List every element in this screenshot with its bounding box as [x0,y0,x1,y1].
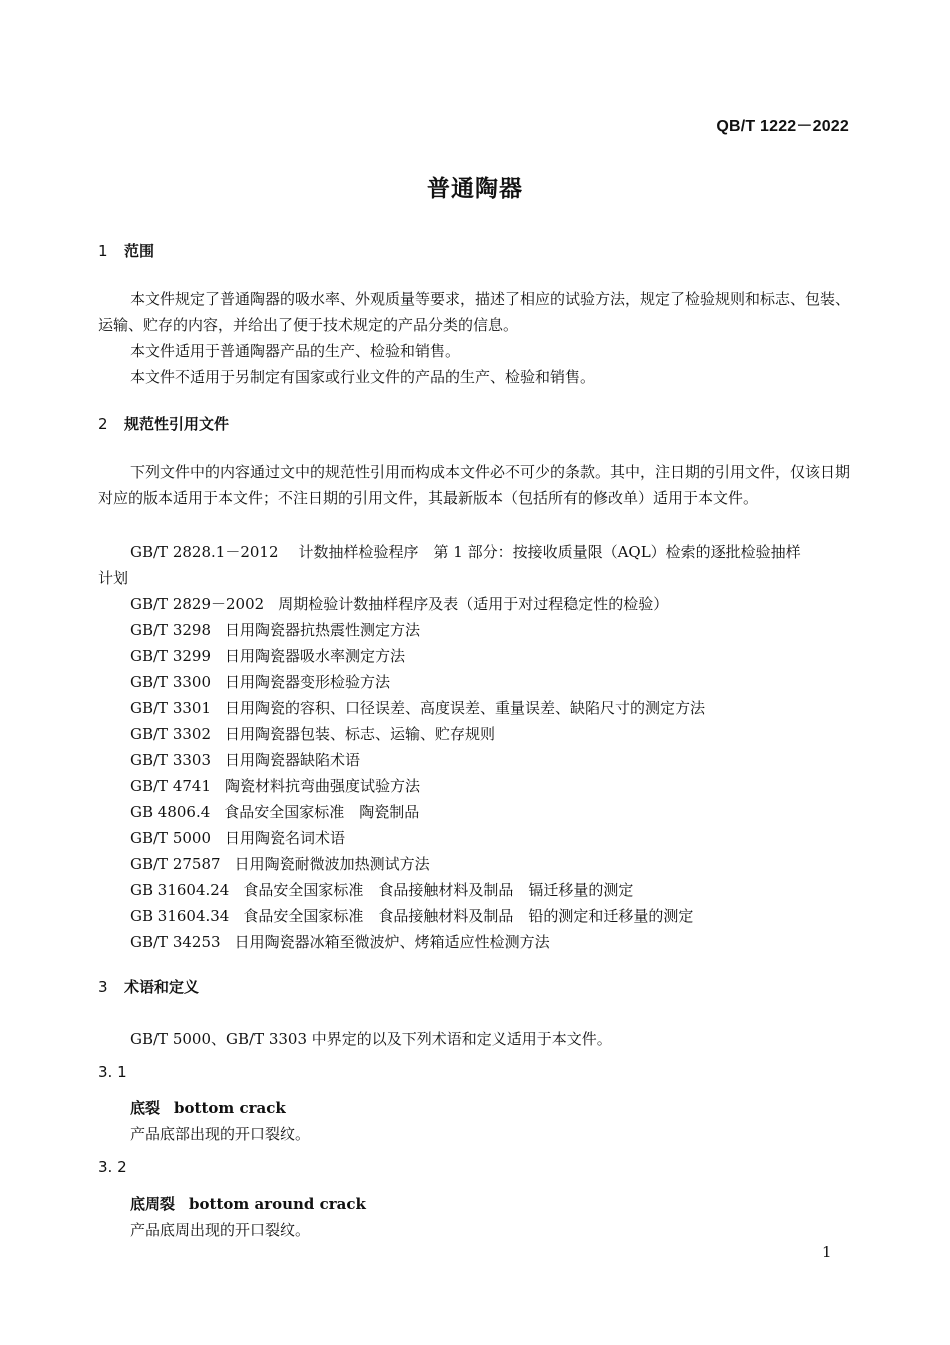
page-number: 1 [822,1243,832,1261]
document-title: 普通陶器 [427,176,523,202]
reference-item [130,541,801,562]
reference-item [130,619,420,640]
section-heading-terms [98,976,199,997]
section-heading-scope [98,240,154,261]
section-heading-normative-references [98,413,229,434]
reference-title: 日用陶瓷名词术语 [225,829,346,847]
reference-item [130,801,419,822]
reference-title: 食品安全国家标准 食品接触材料及制品 镉迁移量的测定 [243,881,634,899]
term-definition: 产品底部出现的开口裂纹。 [130,1125,311,1143]
terms-intro-paragraph: GB/T 5000、GB/T 3303 中界定的以及下列术语和定义适用于本文件。 [130,1030,612,1048]
standard-code: QB/T 1222－2022 [716,118,849,135]
reference-title: 日用陶瓷器抗热震性测定方法 [225,621,421,639]
term-number: 3. 2 [98,1158,127,1176]
reference-code: GB/T 34253 [130,933,221,951]
reference-code: GB 31604.24 [130,881,230,899]
term-name-en: bottom around crack [189,1195,366,1213]
reference-code: GB/T 3301 [130,699,212,717]
term-name [130,1097,286,1118]
reference-code: GB/T 3303 [130,751,212,769]
reference-code: GB 31604.34 [130,907,230,925]
section-title: 术语和定义 [124,978,200,996]
scope-paragraph-3: 本文件不适用于另制定有国家或行业文件的产品的生产、检验和销售。 [130,368,596,386]
reference-code: GB/T 3299 [130,647,212,665]
term-number: 3. 1 [98,1063,127,1081]
reference-title: 日用陶瓷器吸水率测定方法 [225,647,406,665]
reference-title: 日用陶瓷的容积、口径误差、高度误差、重量误差、缺陷尺寸的测定方法 [225,699,706,717]
reference-item [130,879,633,900]
reference-title: 计数抽样检验程序 第 1 部分：按接收质量限（AQL）检索的逐批检验抽样 [298,543,801,561]
reference-item [130,697,705,718]
section-title: 范围 [124,242,155,260]
reference-title: 食品安全国家标准 食品接触材料及制品 铅的测定和迁移量的测定 [243,907,694,925]
reference-title: 陶瓷材料抗弯曲强度试验方法 [225,777,421,795]
reference-code: GB 4806.4 [130,803,211,821]
scope-paragraph-1: 本文件规定了普通陶器的吸水率、外观质量等要求，描述了相应的试验方法，规定了检验规则和标志、包装、运输、贮存的内容，并给出了便于技术规定的产品分类的信息。 [98,290,851,334]
reference-item [130,853,430,874]
scope-paragraph-2: 本文件适用于普通陶器产品的生产、检验和销售。 [130,342,461,360]
reference-title: 日用陶瓷器包装、标志、运输、贮存规则 [225,725,496,743]
reference-title: 食品安全国家标准 陶瓷制品 [224,803,420,821]
reference-item [130,905,693,926]
term-name-zh: 底裂 [130,1099,161,1117]
reference-item [130,723,495,744]
reference-title: 日用陶瓷器冰箱至微波炉、烤箱适应性检测方法 [234,933,550,951]
reference-code: GB/T 5000 [130,829,212,847]
reference-item [130,931,550,952]
reference-code: GB/T 3300 [130,673,212,691]
reference-code: GB/T 2828.1－2012 [130,543,279,561]
reference-title: 日用陶瓷器缺陷术语 [225,751,361,769]
reference-code: GB/T 27587 [130,855,221,873]
section-title: 规范性引用文件 [124,415,230,433]
term-name-zh: 底周裂 [130,1195,176,1213]
reference-code: GB/T 3302 [130,725,212,743]
reference-item [130,749,360,770]
section-number: 3 [98,978,108,996]
term-definition: 产品底周出现的开口裂纹。 [130,1221,311,1239]
reference-item [130,593,668,614]
reference-title: 日用陶瓷器变形检验方法 [225,673,391,691]
reference-code: GB/T 3298 [130,621,212,639]
reference-item [130,827,345,848]
reference-code: GB/T 2829－2002 [130,595,265,613]
reference-title-continuation: 计划 [98,569,129,587]
term-name [130,1193,366,1214]
section-number: 2 [98,415,108,433]
reference-title: 周期检验计数抽样程序及表（适用于对过程稳定性的检验） [278,595,669,613]
reference-title: 日用陶瓷耐微波加热测试方法 [234,855,430,873]
reference-code: GB/T 4741 [130,777,212,795]
reference-item [130,671,390,692]
section-number: 1 [98,242,108,260]
term-name-en: bottom crack [174,1099,286,1117]
normative-intro-paragraph: 下列文件中的内容通过文中的规范性引用而构成本文件必不可少的条款。其中，注日期的引用文件，仅该日期对应的版本适用于本文件；不注日期的引用文件，其最新版本（包括所有的修改单）适用于本文件。 [98,463,851,507]
reference-item [130,645,405,666]
reference-item [130,775,420,796]
